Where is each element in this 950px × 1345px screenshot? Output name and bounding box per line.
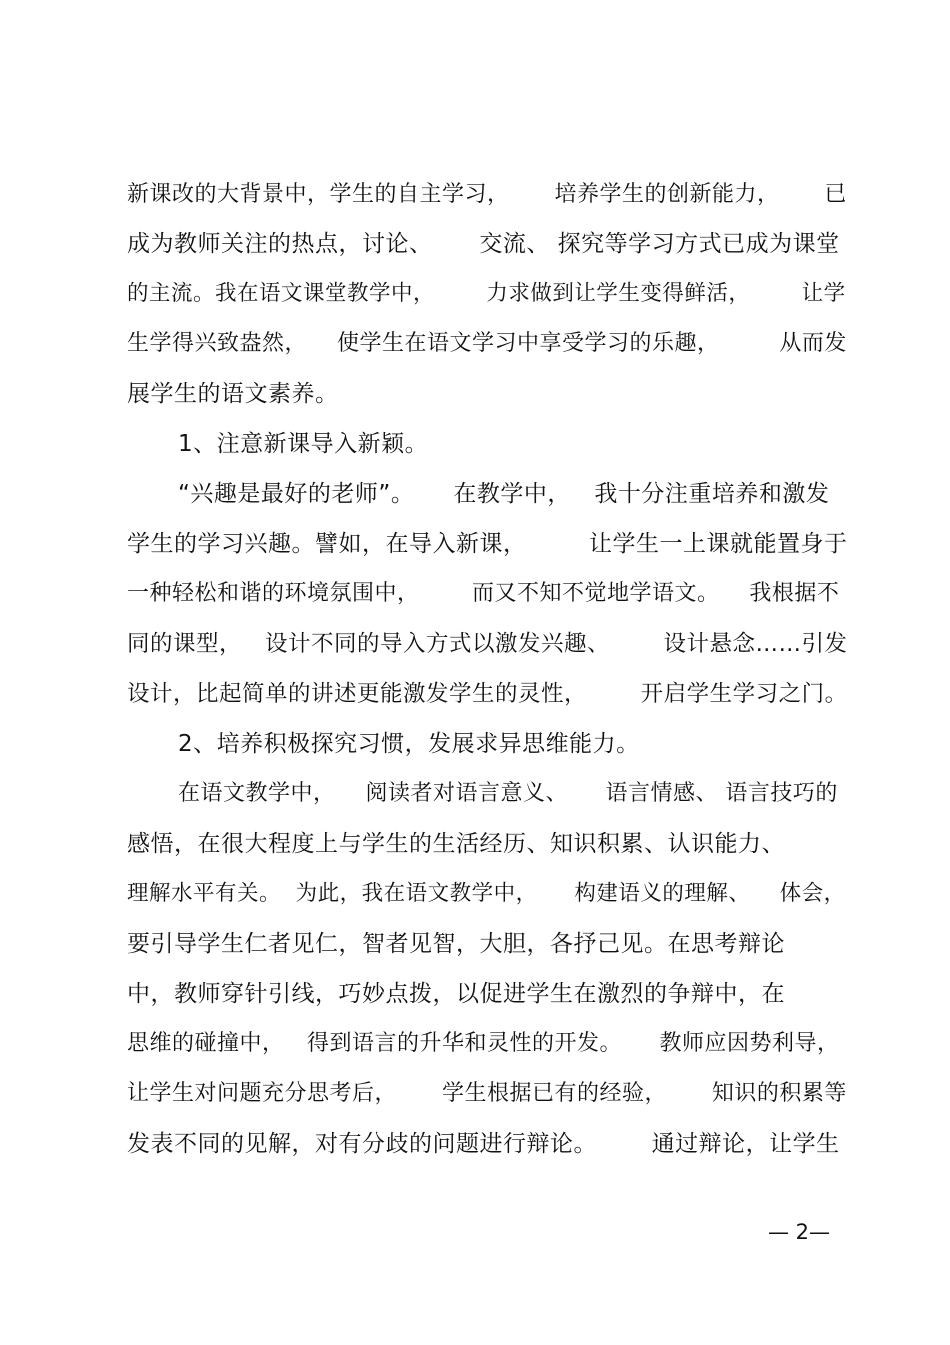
body-text-line: 展学生的语文素养。: [127, 381, 339, 407]
body-text-line: 同的课型， 设计不同的导入方式以激发兴趣、 设计悬念……引发: [127, 631, 848, 657]
body-text-line: 新课改的大背景中，学生的自主学习， 培养学生的创新能力， 已: [127, 182, 847, 207]
body-text-line: 让学生对问题充分思考后， 学生根据已有的经验， 知识的积累等: [127, 1081, 847, 1106]
body-text-line: 成为教师关注的热点，讨论、 交流、 探究等学习方式已成为课堂: [127, 231, 840, 257]
section-heading: 2、培养积极探究习惯，发展求异思维能力。: [178, 731, 640, 757]
body-text-line: 学生的学习兴趣。譬如，在导入新课， 让学生一上课就能置身于: [127, 531, 848, 557]
section-heading: 1、注意新课导入新颖。: [178, 431, 429, 457]
page-number: — 2—: [767, 1220, 830, 1244]
body-text-line: 生学得兴致盎然， 使学生在语文学习中享受学习的乐趣， 从而发: [127, 331, 847, 356]
body-text-line: 设计，比起简单的讲述更能激发学生的灵性， 开启学生学习之门。: [127, 681, 848, 707]
body-text-line: 在语文教学中， 阅读者对语言意义、 语言情感、 语言技巧的: [178, 781, 838, 806]
body-text-line: 一种轻松和谐的环境氛围中， 而又不知不觉地学语文。 我根据不: [127, 581, 840, 606]
body-text-line: 发表不同的见解，对有分歧的问题进行辩论。 通过辩论，让学生: [127, 1131, 840, 1157]
body-text-line: 思维的碰撞中， 得到语言的升华和灵性的开发。 教师应因势利导，: [127, 1031, 840, 1056]
body-text-line: “兴趣是最好的老师”。 在教学中， 我十分注重培养和激发: [178, 481, 830, 507]
body-text-line: 中，教师穿针引线，巧妙点拨，以促进学生在激烈的争辩中，在: [127, 981, 785, 1007]
body-text-line: 感悟，在很大程度上与学生的生活经历、知识积累、认识能力、: [127, 831, 785, 857]
body-text-line: 的主流。我在语文课堂教学中， 力求做到让学生变得鲜活， 让学: [127, 281, 846, 306]
body-text-line: 理解水平有关。 为此，我在语文教学中， 构建语义的理解、 体会，: [127, 881, 846, 906]
body-text-line: 要引导学生仁者见仁，智者见智，大胆，各抒己见。在思考辩论: [127, 931, 785, 957]
